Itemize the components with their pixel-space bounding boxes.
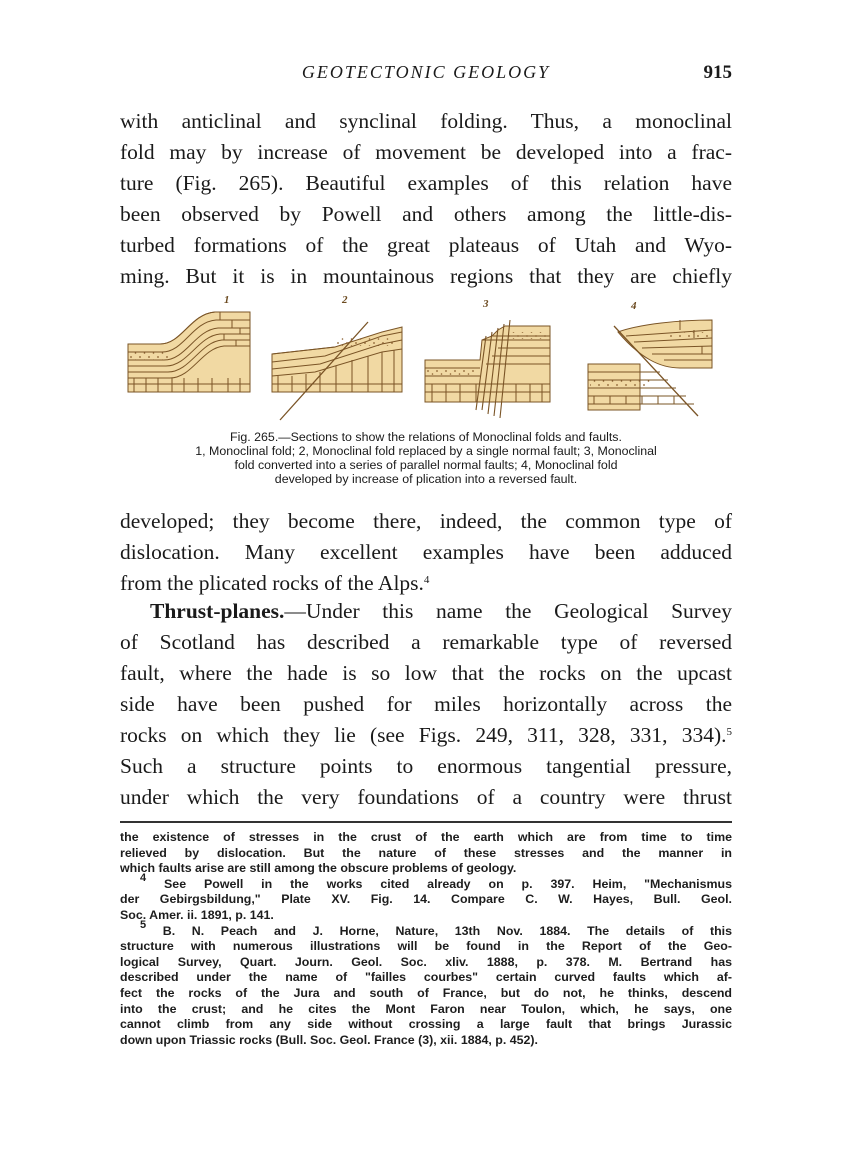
figure-265 [120, 292, 732, 422]
text-line-content: from the plicated rocks of the Alps. [120, 571, 424, 595]
page-header [120, 62, 732, 92]
text-line: ming. But it is in mountainous regions that they are chiefly [120, 264, 732, 288]
paragraph-1 [120, 106, 732, 292]
text-line: of Scotland has described a remarkable type of reversed [120, 630, 732, 654]
text-line: side have been pushed for miles horizontally across the [120, 692, 732, 716]
page-number: 915 [703, 62, 732, 83]
caption-title: Fig. 265.—Sections to show the relations of Monoclinal folds and faults. [230, 430, 622, 444]
text-line: ture (Fig. 265). Beautiful examples of this relation have [120, 171, 732, 195]
paragraph-2 [120, 506, 732, 599]
text-line [120, 720, 732, 751]
footnote-ref-5: 5 [726, 726, 732, 738]
text-line: developed; they become there, indeed, the common type of [120, 509, 732, 533]
footnote-line: cannot climb from any side without crossing a large fault that brings Jurassic [120, 1017, 732, 1032]
text-line: turbed formations of the great plateaus of Utah and Wyo- [120, 233, 732, 257]
footnote-ref-4: 4 [423, 574, 430, 586]
footnote-line: which faults arise are still among the obscure problems of geology. [120, 861, 517, 876]
footnote-line: relieved by dislocation. But the nature of these stresses and the manner in [120, 845, 732, 860]
section-2-single-fault [272, 322, 402, 420]
text-line: with anticlinal and synclinal folding. Thus, a monoclinal [120, 109, 732, 133]
text-line: fault, where the hade is so low that the rocks on the upcast [120, 661, 732, 685]
figure-caption [120, 430, 732, 486]
footnote-line: structure with numerous illustrations will be found in the Report of the Geo- [120, 939, 732, 954]
text-line: fold may by increase of movement be developed into a frac- [120, 140, 732, 164]
panel-number-4: 4 [631, 300, 637, 312]
footnote-line: the existence of stresses in the crust of the earth which are from time to time [120, 830, 732, 844]
footnote-line: into the crust; and he cites the Mont Faron near Toulon, which, he says, one [120, 1001, 732, 1016]
text-line-content: —Under this name the Geological Survey [284, 599, 732, 623]
text-line: Such a structure points to enormous tangential pressure, [120, 754, 732, 778]
footnotes [120, 830, 732, 1048]
section-1-monoclinal-fold [128, 312, 250, 392]
caption-line: fold converted into a series of parallel normal faults; 4, Monoclinal fold [234, 458, 618, 472]
caption-line: 1, Monoclinal fold; 2, Monoclinal fold replaced by a single normal fault; 3, Monoclinal [195, 444, 657, 458]
run-in-heading: Thrust-planes. [150, 599, 285, 623]
fold-fault-sections [120, 292, 732, 422]
footnote-mark-4: 4 [140, 871, 147, 884]
footnote-line: Soc. Amer. ii. 1891, p. 141. [120, 907, 274, 922]
footnote-line: fect the rocks of the Jura and south of France, but do not, he thinks, descend [120, 985, 732, 1000]
footnote-line: down upon Triassic rocks (Bull. Soc. Geol. France (3), xii. 1884, p. 452). [120, 1032, 538, 1047]
panel-number-3: 3 [483, 298, 489, 310]
footnote-line: described under the name of "failles courbes" certain curved faults which af- [120, 970, 732, 985]
text-line-content: rocks on which they lie (see Figs. 249, 311, 328, 331, 334). [120, 723, 727, 747]
text-line [120, 568, 732, 599]
footnote-4 [120, 871, 732, 893]
running-title: GEOTECTONIC GEOLOGY [301, 62, 551, 82]
panel-number-1: 1 [224, 294, 230, 306]
text-line: been observed by Powell and others among the little-dis- [120, 202, 732, 226]
section-3-step-faults [425, 320, 550, 418]
section-4-reversed-fault [588, 320, 712, 416]
footnote-rule [120, 821, 732, 823]
text-line [120, 596, 732, 627]
paragraph-3 [120, 596, 732, 813]
footnote-text: See Powell in the works cited already on p. 397. Heim, "Mechanismus [146, 876, 732, 891]
footnote-line: der Gebirgsbildung," Plate XV. Fig. 14. Compare C. W. Hayes, Bull. Geol. [120, 892, 732, 907]
text-line: under which the very foundations of a country were thrust [120, 785, 732, 809]
panel-number-2: 2 [342, 294, 348, 306]
footnote-line: logical Survey, Quart. Journ. Geol. Soc. xliv. 1888, p. 378. M. Bertrand has [120, 954, 732, 969]
footnote-mark-5: 5 [140, 918, 147, 931]
text-line: dislocation. Many excellent examples have been adduced [120, 540, 732, 564]
footnote-text: B. N. Peach and J. Horne, Nature, 13th Nov. 1884. The details of this [146, 923, 732, 938]
footnote-5 [120, 918, 732, 940]
caption-line: developed by increase of plication into a reversed fault. [274, 472, 578, 486]
